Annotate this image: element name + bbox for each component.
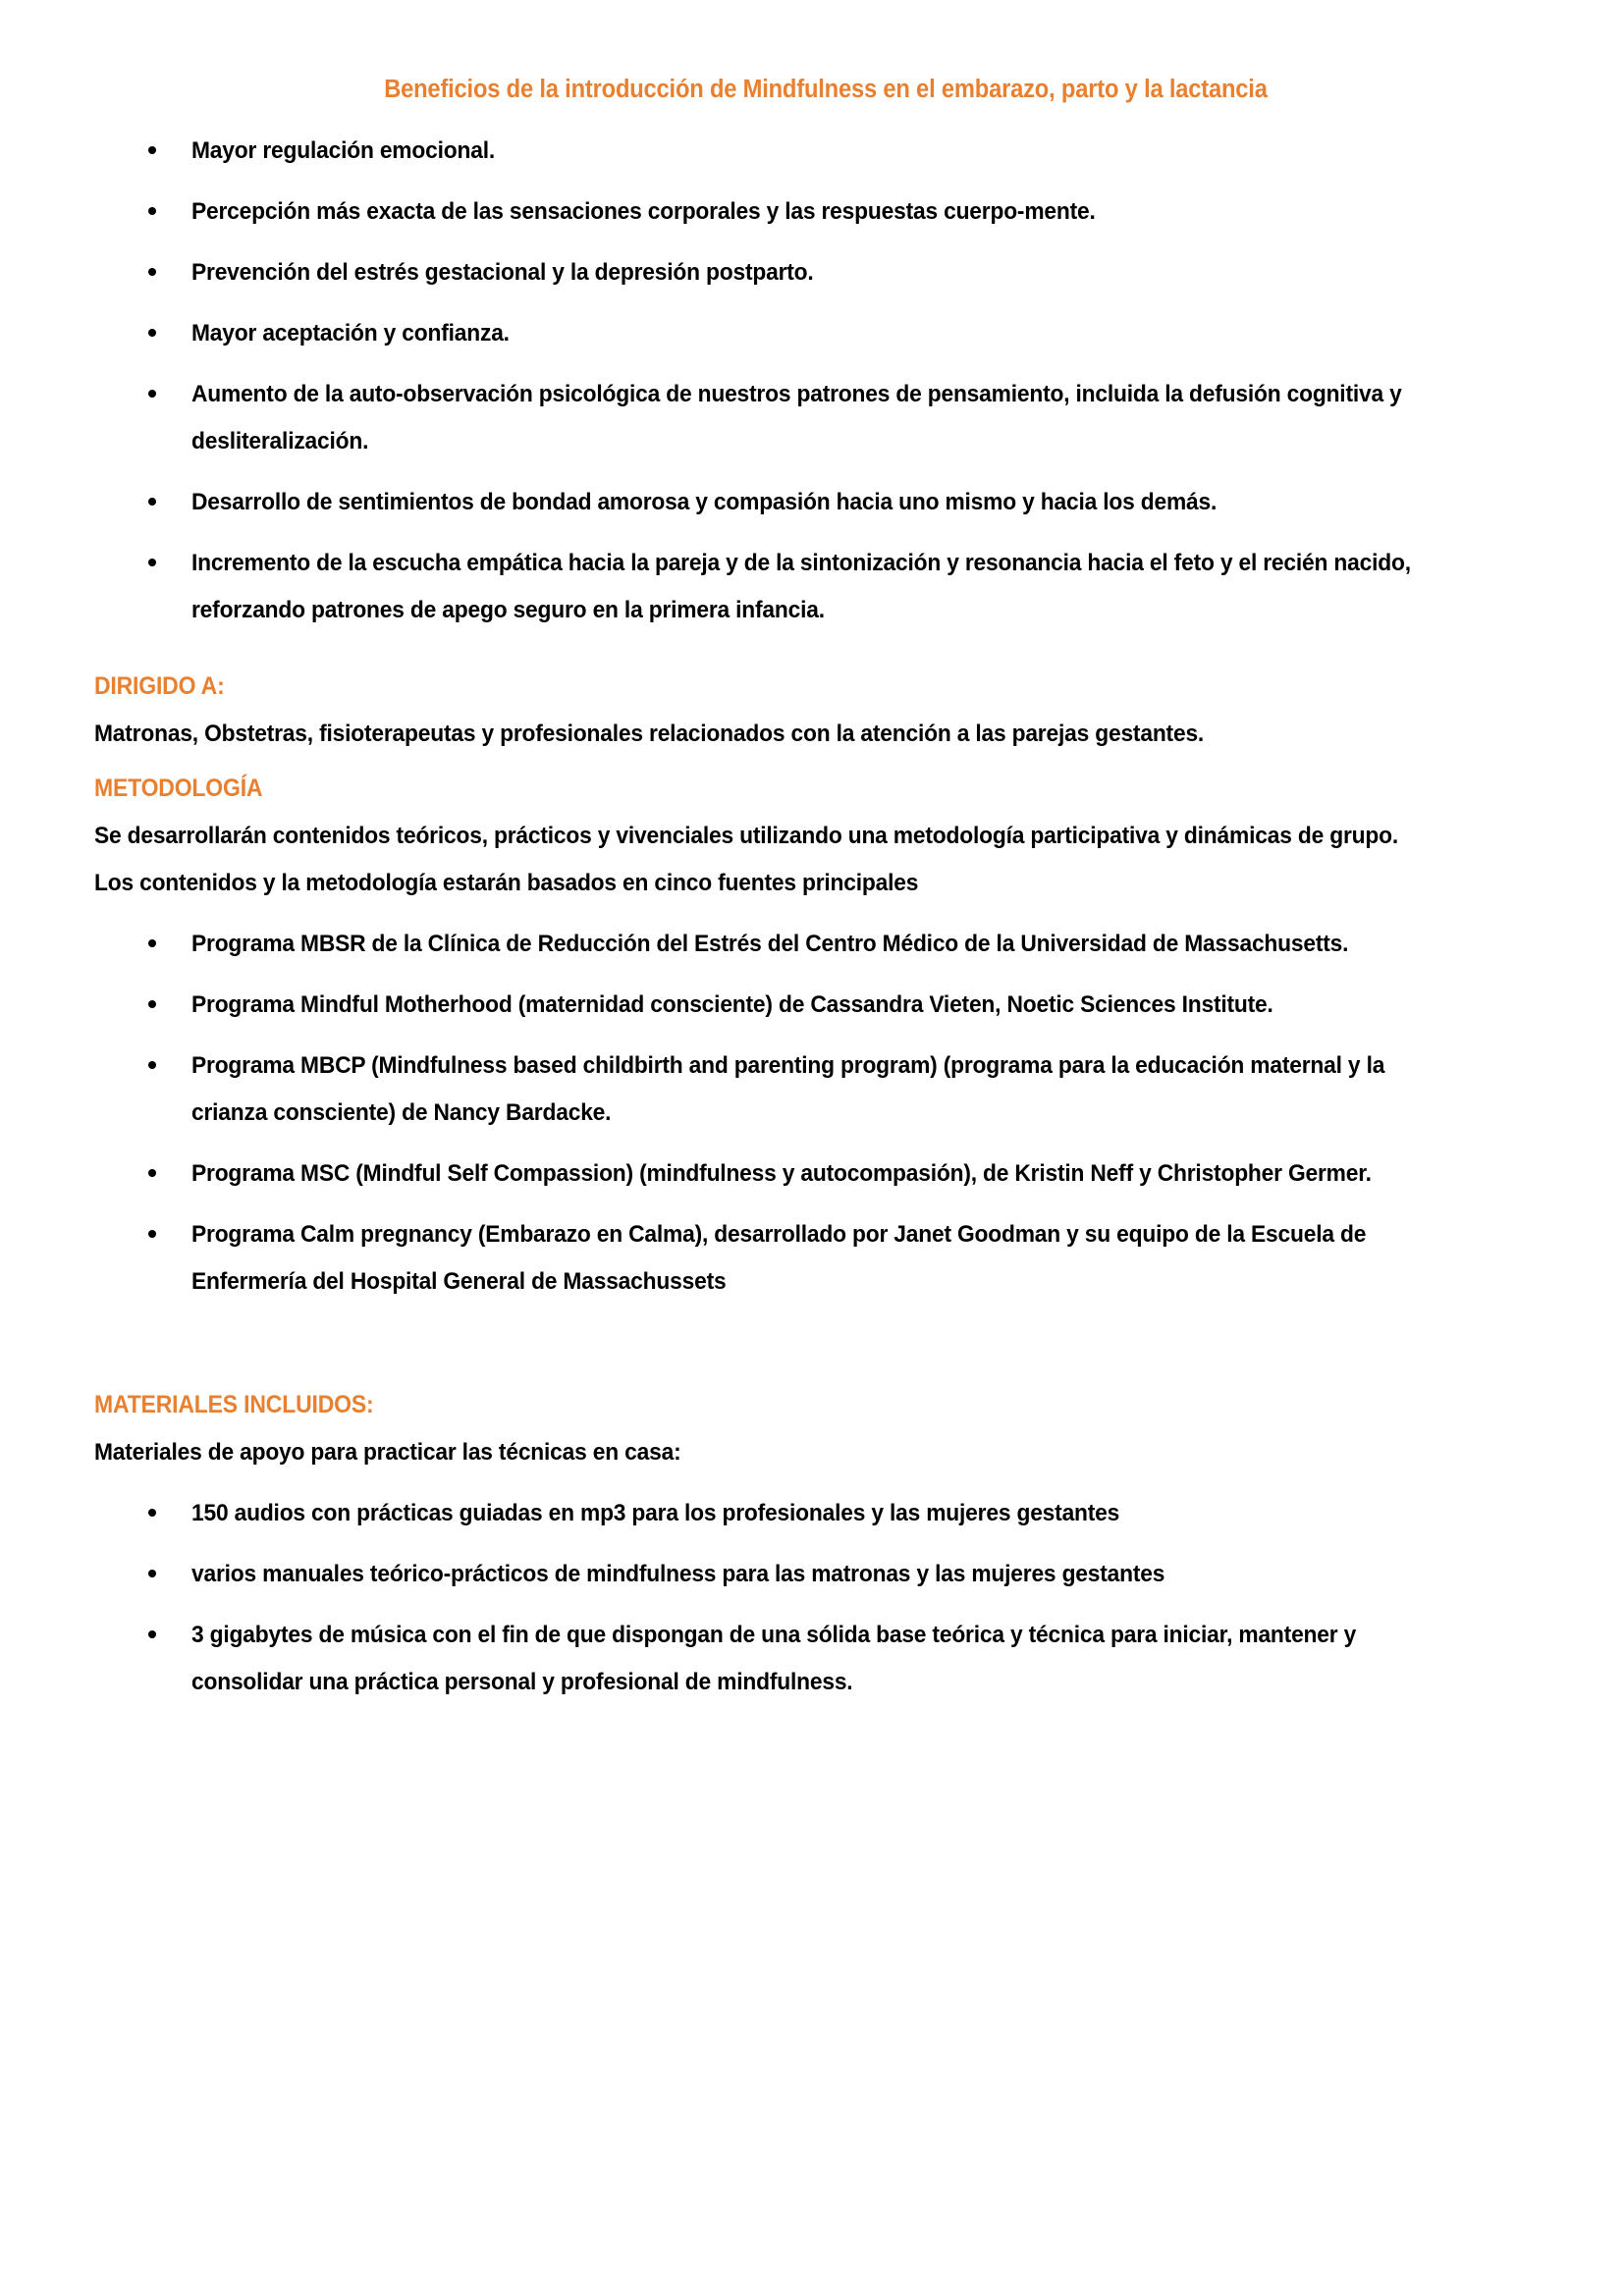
section-heading-materiales: MATERIALES INCLUIDOS:: [94, 1391, 374, 1418]
materiales-paragraph: Materiales de apoyo para practicar las técnicas en casa:: [94, 1439, 681, 1466]
list-item-label: Programa Calm pregnancy (Embarazo en Calma), desarrollado por Janet Goodman y su equipo de la Escuela de Enfermería del Hospital General de Massachussets: [191, 1221, 1367, 1295]
metodologia-paragraph: Se desarrollarán contenidos teóricos, prácticos y vivenciales utilizando una metodología participativa y dinámicas de grupo. Los contenidos y la metodología estarán basados en cinco fuentes principales: [94, 823, 1398, 896]
bullet-icon: [148, 390, 156, 398]
bullet-icon: [148, 329, 156, 337]
spacer: [94, 1421, 1530, 1429]
list-item: [94, 188, 1530, 236]
spacer: [94, 703, 1530, 711]
spacer: [94, 648, 1530, 669]
list-item: [94, 1490, 1530, 1537]
section-heading-dirigido: DIRIGIDO A:: [94, 672, 225, 700]
spacer: [94, 805, 1530, 813]
list-item: [94, 1042, 1530, 1137]
page-title: Beneficios de la introducción de Mindfulness en el embarazo, parto y la lactancia: [384, 76, 1268, 103]
bullet-icon: [148, 1230, 156, 1238]
list-item: [94, 479, 1530, 526]
list-item-label: Programa MBCP (Mindfulness based childbirth and parenting program) (programa para la educación maternal y la crianza consciente) de Nancy Bardacke.: [191, 1052, 1385, 1126]
list-item-label: Desarrollo de sentimientos de bondad amorosa y compasión hacia uno mismo y hacia los demás.: [191, 489, 1218, 515]
list-item-label: Aumento de la auto-observación psicológica de nuestros patrones de pensamiento, incluida la defusión cognitiva y desliteralización.: [191, 381, 1402, 454]
list-item-label: Programa MBSR de la Clínica de Reducción del Estrés del Centro Médico de la Universidad de Massachusetts.: [191, 931, 1349, 957]
bullet-icon: [148, 1509, 156, 1517]
list-item-label: 150 audios con prácticas guiadas en mp3 para los profesionales y las mujeres gestantes: [191, 1500, 1120, 1526]
bullet-icon: [148, 207, 156, 215]
section-heading-metodologia: METODOLOGÍA: [94, 774, 263, 802]
metodologia-sources-list: [94, 921, 1530, 1306]
bullet-icon: [148, 498, 156, 506]
bullet-icon: [148, 1630, 156, 1638]
list-item-label: Programa Mindful Motherhood (maternidad consciente) de Cassandra Vieten, Noetic Sciences Institute.: [191, 991, 1273, 1018]
bullet-icon: [148, 1169, 156, 1177]
materiales-list: [94, 1490, 1530, 1706]
list-item-label: varios manuales teórico-prácticos de mindfulness para las matronas y las mujeres gestantes: [191, 1561, 1165, 1587]
list-item: [94, 540, 1530, 634]
list-item-label: Prevención del estrés gestacional y la depresión postparto.: [191, 259, 814, 286]
list-item-label: Incremento de la escucha empática hacia la pareja y de la sintonización y resonancia hacia el feto y el recién nacido, reforzando patrones de apego seguro en la primera infancia.: [191, 550, 1411, 623]
list-item-label: Mayor regulación emocional.: [191, 137, 495, 164]
document-content: [94, 73, 1530, 1720]
list-item-label: Mayor aceptación y confianza.: [191, 320, 510, 347]
dirigido-paragraph: Matronas, Obstetras, fisioterapeutas y profesionales relacionados con la atención a las parejas gestantes.: [94, 721, 1205, 747]
bullet-icon: [148, 1000, 156, 1008]
list-item: [94, 310, 1530, 357]
list-item: [94, 128, 1530, 175]
bullet-icon: [148, 268, 156, 276]
list-item: [94, 249, 1530, 296]
list-item: [94, 1551, 1530, 1598]
benefits-list: [94, 128, 1530, 634]
bullet-icon: [148, 939, 156, 947]
bullet-icon: [148, 1570, 156, 1577]
spacer: [94, 907, 1530, 921]
list-item-label: Percepción más exacta de las sensaciones corporales y las respuestas cuerpo-mente.: [191, 198, 1096, 225]
bullet-icon: [148, 146, 156, 154]
spacer: [94, 1319, 1530, 1388]
list-item: [94, 371, 1530, 465]
spacer: [94, 1476, 1530, 1490]
spacer: [94, 758, 1530, 772]
list-item: [94, 921, 1530, 968]
bullet-icon: [148, 1061, 156, 1069]
list-item: [94, 1150, 1530, 1198]
list-item: [94, 982, 1530, 1029]
bullet-icon: [148, 559, 156, 566]
list-item-label: 3 gigabytes de música con el fin de que dispongan de una sólida base teórica y técnica para iniciar, mantener y consolidar una práctica personal y profesional de mindfulness.: [191, 1622, 1357, 1695]
list-item: [94, 1612, 1530, 1706]
list-item: [94, 1211, 1530, 1306]
list-item-label: Programa MSC (Mindful Self Compassion) (mindfulness y autocompasión), de Kristin Neff y Christopher Germer.: [191, 1160, 1372, 1187]
